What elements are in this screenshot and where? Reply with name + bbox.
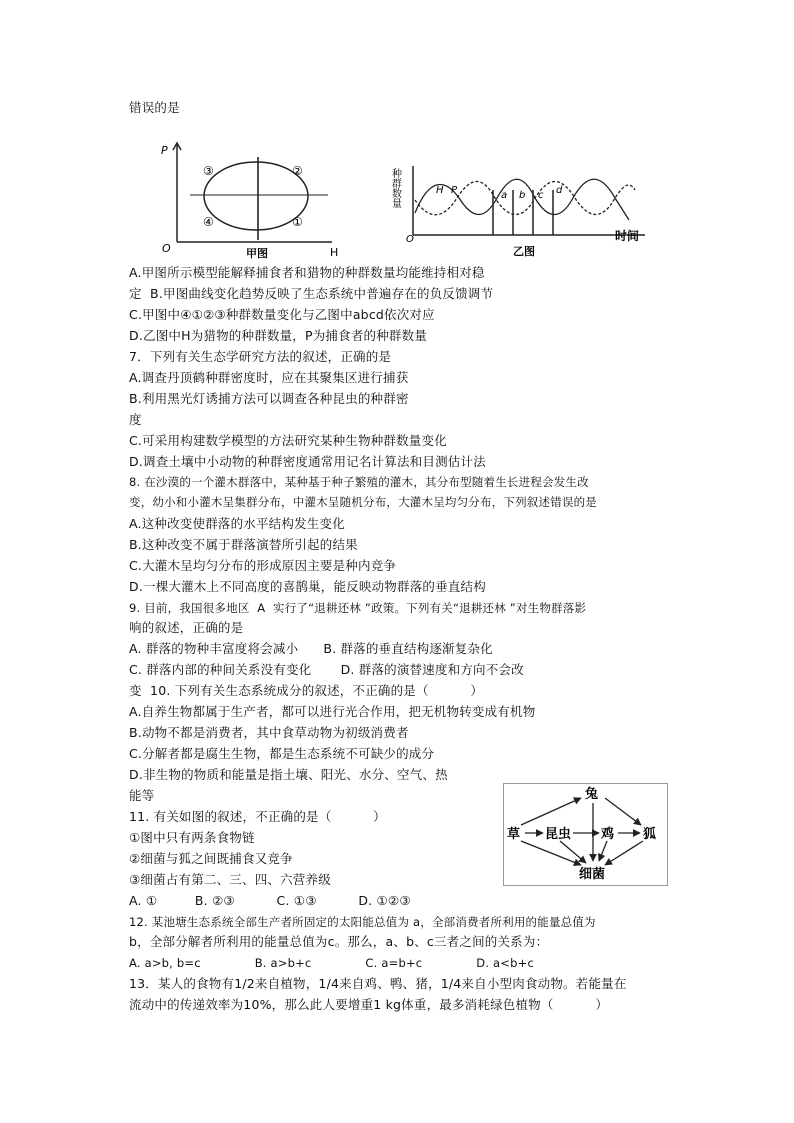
yi-caption: 乙图 [513, 245, 535, 258]
text-line: 度 [129, 412, 142, 427]
text-line: C.甲图中④①②③种群数量变化与乙图中abcd依次对应 [129, 307, 435, 322]
lead-text: 错误的是 [129, 100, 180, 115]
yi-label-h: H [436, 185, 444, 196]
node-insect: 昆虫 [545, 827, 572, 842]
text-line: 定 B.甲图曲线变化趋势反映了生态系统中普遍存在的负反馈调节 [129, 286, 494, 301]
yi-ylabel: 种群数量 [389, 168, 401, 208]
food-web-diagram [503, 783, 668, 886]
node-rabbit: 兔 [585, 787, 599, 802]
text-line: B.动物不都是消费者，其中食草动物为初级消费者 [129, 725, 409, 740]
question-11: 11. 有关如图的叙述，不正确的是（ ） [129, 809, 386, 824]
node-bacteria: 细菌 [579, 867, 606, 882]
text-line: B.利用黑光灯诱捕方法可以调查各种昆虫的种群密 [129, 391, 409, 406]
question-10: 变 10. 下列有关生态系统成分的叙述，不正确的是（ ） [129, 683, 484, 698]
question-9: 9. 目前，我国很多地区 A 实行了“退耕还林 ”政策。下列有关“退耕还林 ”对生物群落影 [129, 601, 587, 615]
text-line: B.这种改变不属于群落演替所引起的结果 [129, 537, 358, 552]
question-7: 7．下列有关生态学研究方法的叙述，正确的是 [129, 349, 392, 364]
text-line: D.调查土壤中小动物的种群密度通常用记名计算法和目测估计法 [129, 454, 486, 469]
text-line: ③细菌占有第二、三、四、六营养级 [129, 872, 331, 887]
yi-origin: O [406, 234, 414, 245]
text-line: 能等 [129, 788, 155, 803]
text-line: ①图中只有两条食物链 [129, 830, 255, 845]
figure-yi [389, 158, 673, 266]
text-line: D.一棵大灌木上不同高度的喜鹊巢，能反映动物群落的垂直结构 [129, 579, 486, 594]
jia-q2: ② [292, 164, 303, 178]
jia-axis-p: P [161, 144, 168, 157]
node-chicken: 鸡 [601, 827, 615, 842]
jia-q1: ① [292, 215, 303, 229]
yi-label-d: d [556, 185, 563, 196]
yi-xlabel: 时间 [615, 229, 640, 243]
jia-q4: ④ [203, 215, 214, 229]
text-line: A.甲图所示模型能解释捕食者和猎物的种群数量均能维持相对稳 [129, 265, 485, 280]
text-line: A. 群落的物种丰富度将会减小 B. 群落的垂直结构逐渐复杂化 [129, 641, 493, 656]
text-line: 变，幼小和小灌木呈集群分布，中灌木呈随机分布，大灌木呈均匀分布，下列叙述错误的是 [129, 495, 597, 509]
yi-label-p: P [451, 185, 458, 196]
text-line: C.可采用构建数学模型的方法研究某种生物种群数量变化 [129, 433, 447, 448]
text-line: ②细菌与狐之间既捕食又竞争 [129, 851, 293, 866]
text-line: C. 群落内部的种间关系没有变化 D. 群落的演替速度和方向不会改 [129, 662, 524, 677]
text-line: A. ① B. ②③ C. ①③ D. ①②③ [129, 893, 411, 908]
figure-jia [160, 140, 352, 258]
jia-caption: 甲图 [246, 247, 268, 260]
jia-origin: O [162, 242, 171, 255]
text-line: b，全部分解者所利用的能量总值为c。那么，a、b、c三者之间的关系为： [129, 934, 549, 949]
text-line: A. a>b, b=c B. a>b+c C. a=b+c D. a<b+c [129, 956, 534, 970]
question-8: 8. 在沙漠的一个灌木群落中，某种基于种子繁殖的灌木，其分布型随着生长进程会发生改 [129, 475, 589, 489]
text-line: A.调查丹顶鹤种群密度时，应在其聚集区进行捕获 [129, 370, 409, 385]
jia-axis-h: H [330, 246, 339, 259]
text-line: 流动中的传递效率为10%，那么此人要增重1 kg体重，最多消耗绿色植物（ ） [129, 997, 609, 1012]
node-grass: 草 [507, 827, 521, 842]
text-line: C.大灌木呈均匀分布的形成原因主要是种内竞争 [129, 558, 397, 573]
text-line: D.乙图中H为猎物的种群数量，P为捕食者的种群数量 [129, 328, 428, 343]
jia-q3: ③ [203, 164, 214, 178]
text-line: D.非生物的物质和能量是指土壤、阳光、水分、空气、热 [129, 767, 448, 782]
text-line: 响的叙述，正确的是 [129, 620, 244, 635]
yi-label-c: c [538, 190, 544, 201]
question-12: 12. 某池塘生态系统全部生产者所固定的太阳能总值为 a，全部消费者所利用的能量总值为 [129, 915, 596, 929]
yi-label-a: a [501, 190, 508, 201]
question-13: 13．某人的食物有1/2来自植物，1/4来自鸡、鸭、猪，1/4来自小型肉食动物。若能量在 [129, 976, 627, 991]
node-fox: 狐 [643, 827, 657, 842]
yi-label-b: b [519, 190, 526, 201]
text-line: A.这种改变使群落的水平结构发生变化 [129, 516, 345, 531]
text-line: C.分解者都是腐生生物，都是生态系统不可缺少的成分 [129, 746, 435, 761]
text-line: A.自养生物都属于生产者，都可以进行光合作用，把无机物转变成有机物 [129, 704, 536, 719]
